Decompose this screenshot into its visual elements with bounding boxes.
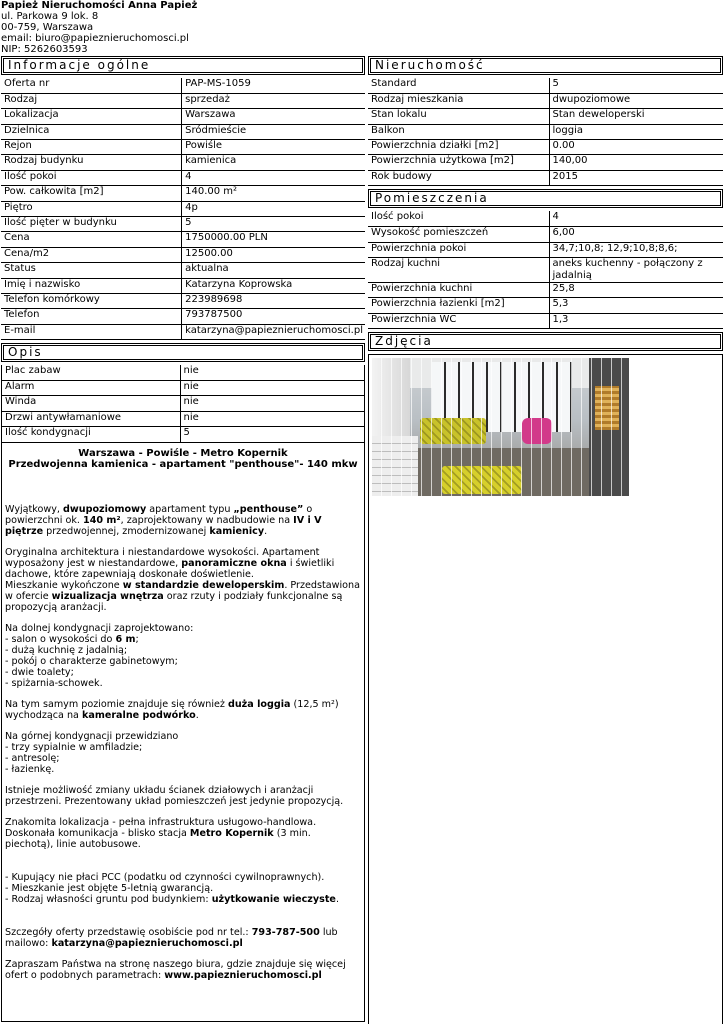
property-table [368, 78, 723, 186]
field-value: 25,8 [549, 282, 723, 297]
property-row [368, 78, 723, 93]
field-value: 2015 [549, 170, 723, 185]
field-value: nie [180, 411, 364, 426]
description-headline [2, 448, 364, 470]
field-value: 223989698 [182, 293, 365, 308]
field-label: Drzwi antywłamaniowe [2, 411, 180, 426]
general-info-row [1, 309, 365, 324]
rooms-row [368, 242, 723, 257]
field-label: Alarm [2, 381, 180, 396]
field-value: 4 [182, 170, 365, 185]
field-label: Rodzaj mieszkania [368, 93, 549, 108]
general-info-row [1, 78, 365, 93]
desc-paragraph-legal: - Kupujący nie płaci PCC (podatku od czynności cywilnoprawnych). - Mieszkanie jest objęte 5-letnią gwarancją. - Rodzaj własności gruntu pod budynkiem: użytkowanie wieczyste. [5, 871, 340, 905]
feature-row [2, 427, 364, 442]
field-label: Ilość pokoi [368, 211, 549, 226]
field-value: aneks kuchenny - połączony z jadalnią [549, 257, 723, 282]
field-value: 0.00 [549, 140, 723, 155]
general-info-row [1, 247, 365, 262]
headline-line-2: Przedwojenna kamienica - apartament "penthouse"- 140 mkw [8, 458, 358, 470]
general-info-row [1, 124, 365, 139]
field-label: E-mail [1, 324, 182, 339]
right-column [368, 56, 723, 1024]
field-value: 5 [180, 427, 364, 442]
field-label: Standard [368, 78, 549, 93]
field-label: Rodzaj [1, 93, 182, 108]
general-info-row [1, 140, 365, 155]
section-title-photos: Zdjęcia [368, 332, 723, 351]
general-info-row [1, 201, 365, 216]
field-value: Warszawa [182, 109, 365, 124]
feature-row [2, 381, 364, 396]
field-label: Imię i nazwisko [1, 278, 182, 293]
field-label: Cena/m2 [1, 247, 182, 262]
field-value: loggia [549, 124, 723, 139]
field-value: 140,00 [549, 155, 723, 170]
field-label: Powierzchnia kuchni [368, 282, 549, 297]
field-label: Telefon komórkowy [1, 293, 182, 308]
field-label: Powierzchnia łazienki [m2] [368, 298, 549, 313]
field-label: Ilość kondygnacji [2, 427, 180, 442]
field-value: Śródmieście [182, 124, 365, 139]
agency-header [1, 0, 197, 55]
general-info-row [1, 109, 365, 124]
field-value: 5 [182, 217, 365, 232]
desc-paragraph-intro: Wyjątkowy, dwupoziomowy apartament typu „penthouse” o powierzchni ok. 140 m², zaprojektowany w nadbudowie na IV i V piętrze przedwojennej, zmodernizowanej kamienicy. [5, 503, 322, 537]
field-label: Balkon [368, 124, 549, 139]
general-info-row [1, 155, 365, 170]
photos-box [368, 354, 723, 1024]
field-value: 34,7;10,8; 12,9;10,8;8,6; [549, 242, 723, 257]
general-info-row [1, 263, 365, 278]
feature-row [2, 396, 364, 411]
field-label: Oferta nr [1, 78, 182, 93]
field-label: Powierzchnia pokoi [368, 242, 549, 257]
general-info-row [1, 232, 365, 247]
agency-address: ul. Parkowa 9 lok. 8 [1, 11, 99, 22]
agency-email: email: biuro@papieznieruchomosci.pl [1, 33, 189, 44]
property-row [368, 155, 723, 170]
field-label: Cena [1, 232, 182, 247]
headline-line-1: Warszawa - Powiśle - Metro Kopernik [78, 447, 288, 459]
agency-nip: NIP: 5262603593 [1, 44, 88, 55]
field-label: Plac zabaw [2, 365, 180, 380]
general-info-table [1, 78, 365, 340]
property-row [368, 170, 723, 185]
field-label: Lokalizacja [1, 109, 182, 124]
field-label: Rodzaj budynku [1, 155, 182, 170]
desc-paragraph-lower-floor: Na dolnej kondygnacji zaprojektowano: - salon o wysokości do 6 m; - dużą kuchnię z jadalnią; - pokój o charakterze gabinetowym; - dwie toalety; - spiżarnia-schowek. [5, 622, 194, 689]
desc-paragraph-location: Znakomita lokalizacja - pełna infrastruktura usługowo-handlowa. Doskonała komunikacja - blisko stacja Metro Kopernik (3 min. piechotą), linie autobusowe. [5, 816, 317, 850]
general-info-row [1, 93, 365, 108]
field-label: Pow. całkowita [m2] [1, 186, 182, 201]
field-value: 4p [182, 201, 365, 216]
property-row [368, 140, 723, 155]
field-label: Stan lokalu [368, 109, 549, 124]
field-label: Status [1, 263, 182, 278]
field-label: Rok budowy [368, 170, 549, 185]
field-value: kamienica [182, 155, 365, 170]
description-box [1, 365, 365, 1022]
field-value: nie [180, 381, 364, 396]
field-value: 140.00 m² [182, 186, 365, 201]
field-value: nie [180, 396, 364, 411]
field-label: Dzielnica [1, 124, 182, 139]
general-info-row [1, 170, 365, 185]
field-label: Ilość pięter w budynku [1, 217, 182, 232]
general-info-row [1, 217, 365, 232]
field-value: aktualna [182, 263, 365, 278]
general-info-row [1, 278, 365, 293]
field-value: katarzyna@papieznieruchomosci.pl [182, 324, 365, 339]
field-value: 5 [549, 78, 723, 93]
desc-paragraph-layout: Istnieje możliwość zmiany układu ścianek działowych i aranżacji przestrzeni. Prezentowany układ pomieszczeń jest jedynie propozycją. [5, 784, 344, 807]
rooms-row [368, 313, 723, 328]
rooms-table [368, 211, 723, 329]
field-label: Powierzchnia użytkowa [m2] [368, 155, 549, 170]
field-label: Telefon [1, 309, 182, 324]
section-title-property: Nieruchomość [368, 56, 723, 75]
field-value: 1,3 [549, 313, 723, 328]
description-text [2, 470, 364, 981]
field-value: 6,00 [549, 227, 723, 242]
desc-paragraph-architecture: Oryginalna architektura i niestandardowe wysokości. Apartament wyposażony jest w niestandardowe, panoramiczne okna i świetliki dachowe, które zapewniają doskonałe doświetlenie. Mieszkanie wykończone w standardzie deweloperskim. Przedstawiona w ofercie wizualizacja wnętrza oraz rzuty i podziały funkcjonalne są propozycją aranżacji. [5, 546, 360, 613]
field-value: 5,3 [549, 298, 723, 313]
property-row [368, 109, 723, 124]
field-label: Rejon [1, 140, 182, 155]
features-table [2, 365, 364, 442]
field-label: Piętro [1, 201, 182, 216]
field-value: Stan deweloperski [549, 109, 723, 124]
desc-paragraph-loggia: Na tym samym poziomie znajduje się również duża loggia (12,5 m²) wychodząca na kameralne podwórko. [5, 698, 339, 721]
field-value: 4 [549, 211, 723, 226]
field-value: nie [180, 365, 364, 380]
field-label: Winda [2, 396, 180, 411]
desc-paragraph-upper-floor: Na górnej kondygnacji przewidziano - trzy sypialnie w amfiladzie; - antresolę; - łazienkę. [5, 730, 179, 775]
agency-name: Papież Nieruchomości Anna Papież [1, 0, 198, 11]
field-value: sprzedaż [182, 93, 365, 108]
field-value: PAP-MS-1059 [182, 78, 365, 93]
field-label: Powierzchnia działki [m2] [368, 140, 549, 155]
property-row [368, 93, 723, 108]
feature-row [2, 411, 364, 426]
field-value: Katarzyna Koprowska [182, 278, 365, 293]
field-label: Powierzchnia WC [368, 313, 549, 328]
field-label: Rodzaj kuchni [368, 257, 549, 282]
property-row [368, 124, 723, 139]
section-title-rooms: Pomieszczenia [368, 189, 723, 208]
field-value: Powiśle [182, 140, 365, 155]
general-info-row [1, 186, 365, 201]
field-value: 12500.00 [182, 247, 365, 262]
desc-paragraph-website: Zapraszam Państwa na stronę naszego biura, gdzie znajduje się więcej ofert o podobnych parametrach: www.papieznieruchomosci.pl [5, 958, 346, 981]
agency-city: 00-759, Warszawa [1, 22, 94, 33]
apartment-interior-photo[interactable] [372, 358, 629, 496]
field-label: Ilość pokoi [1, 170, 182, 185]
rooms-row [368, 282, 723, 297]
feature-row [2, 365, 364, 380]
desc-paragraph-contact: Szczegóły oferty przedstawię osobiście pod nr tel.: 793-787-500 lub mailowo: katarzyna@papieznieruchomosci.pl [5, 926, 338, 949]
rooms-row [368, 257, 723, 282]
field-value: 793787500 [182, 309, 365, 324]
general-info-row [1, 324, 365, 339]
section-title-description: Opis [1, 343, 365, 362]
rooms-row [368, 211, 723, 226]
rooms-row [368, 227, 723, 242]
left-column [1, 56, 365, 1022]
field-label: Wysokość pomieszczeń [368, 227, 549, 242]
field-value: dwupoziomowe [549, 93, 723, 108]
rooms-row [368, 298, 723, 313]
field-value: 1750000.00 PLN [182, 232, 365, 247]
section-title-general: Informacje ogólne [1, 56, 365, 75]
general-info-row [1, 293, 365, 308]
